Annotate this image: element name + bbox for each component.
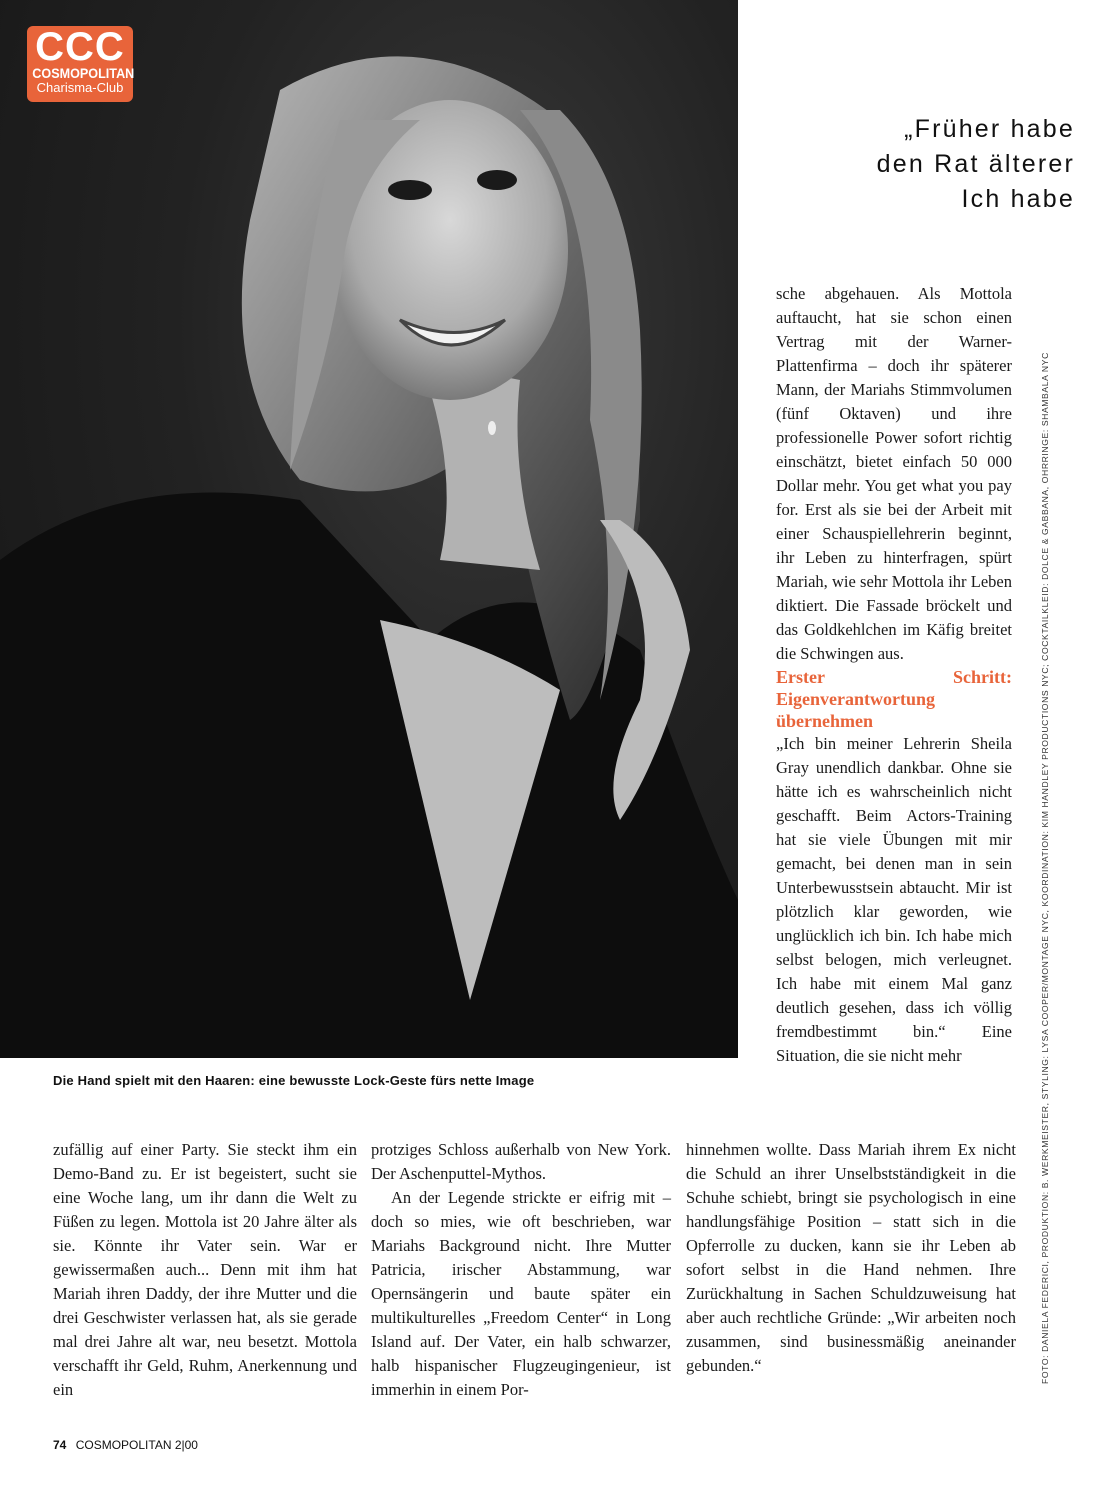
badge-brand-text: COSMOPOLITAN [32,65,135,81]
page-footer [53,1438,198,1452]
article-column-right-top [776,282,1012,1068]
pull-quote-line: Ich habe [961,185,1075,213]
section-subheading: Erster Schritt: Eigenverantwortung übernehmen [776,667,1012,731]
magazine-issue: COSMOPOLITAN 2|00 [75,1438,198,1452]
paragraph: sche abgehauen. Als Mottola auftaucht, hat sie schon einen Vertrag mit der Warner-Plattenfirma – doch ihr späterer Mann, der Mariahs Stimmvolumen (fünf Oktaven) und ihre professionelle Power sofort richtig einschätzt, bietet einfach 50 000 Dollar mehr. You get what you pay for. Erst als sie bei der Arbeit mit einer Schauspiellehrerin beginnt, ihr Leben zu hinterfragen, spürt Mariah, wie sehr Mottola ihr Leben diktiert. Die Fassade bröckelt und das Goldkehlchen im Käfig breitet die Schwingen aus. [776,284,1012,663]
portrait-photo [0,0,738,1058]
pull-quote [877,112,1075,217]
pull-quote-line: den Rat älterer [876,150,1075,178]
paragraph: protziges Schloss außerhalb von New York. Der Aschenputtel-Mythos. [371,1140,671,1183]
article-column-middle [371,1138,671,1402]
page-number: 74 [53,1438,67,1452]
pull-quote-line: „Früher habe [904,115,1075,143]
portrait-illustration [0,0,738,1058]
paragraph: An der Legende strickte er eifrig mit – doch so mies, wie oft beschrieben, war Mariahs Background nicht. Ihre Mutter Patricia, irischer Abstammung, war Opernsängerin und baute später ein multikulturelles „Freedom Center“ in Long Island auf. Der Vater, ein halb schwarzer, halb hispanischer Flugzeugingenieur, ist immerhin in einem Por- [371,1188,671,1399]
article-column-right-bottom [686,1138,1016,1378]
ccc-badge-logo [27,26,133,102]
badge-big-text: CCC [35,25,125,69]
badge-club-text: Charisma-Club [36,80,124,95]
photo-caption: Die Hand spielt mit den Haaren: eine bewusste Lock-Geste fürs nette Image [53,1073,535,1088]
article-column-left [53,1138,357,1402]
paragraph: zufällig auf einer Party. Sie steckt ihm ein Demo-Band zu. Er ist begeistert, sucht sie eine Woche lang, um ihr dann die Welt zu Füßen zu legen. Mottola ist 20 Jahre älter als sie. Könnte ihr Vater sein. War er gewissermaßen auch... Denn mit ihm hat Mariah ihren Daddy, der ihre Mutter und die drei Geschwister verlassen hat, als sie gerade mal drei Jahre alt war, neu besetzt. Mottola verschafft ihr Geld, Ruhm, Anerkennung und ein [53,1140,357,1399]
paragraph: hinnehmen wollte. Dass Mariah ihrem Ex nicht die Schuld an ihrer Unselbstständigkeit in die Schuhe schiebt, bringt sie psychologisch in eine handlungsfähige Position – statt sich in die Opferrolle zu ducken, kann sie ihr Leben ab sofort selbst in die Hand nehmen. Ihre Zurückhaltung in Sachen Schuldzuweisung hat aber auch rechtliche Gründe: „Wir arbeiten noch zusammen, sind businessmäßig aneinander gebunden.“ [686,1140,1016,1375]
photo-credits: FOTO: DANIELA FEDERICI, PRODUKTION: B. WERKMEISTER, STYLING: LYSA COOPER/MONTAGE NYC, KOORDINATION: KIM HANDLEY PRODUCTIONS NYC; COCKTAILKLEID: DOLCE & GABBANA, OHRRINGE: SHAMBALA NYC [1040,352,1050,1384]
paragraph: „Ich bin meiner Lehrerin Sheila Gray unendlich dankbar. Ohne sie hätte ich es wahrscheinlich nicht geschafft. Beim Actors-Training hat sie viele Übungen mit mir gemacht, bei denen man in sein Unterbewusstsein abtaucht. Mir ist plötzlich klar geworden, wie unglücklich ich bin. Ich habe mich selbst belogen, mich verleugnet. Ich habe mit einem Mal ganz deutlich gesehen, dass ich völlig fremdbestimmt bin.“ Eine Situation, die sie nicht mehr [776,734,1012,1065]
